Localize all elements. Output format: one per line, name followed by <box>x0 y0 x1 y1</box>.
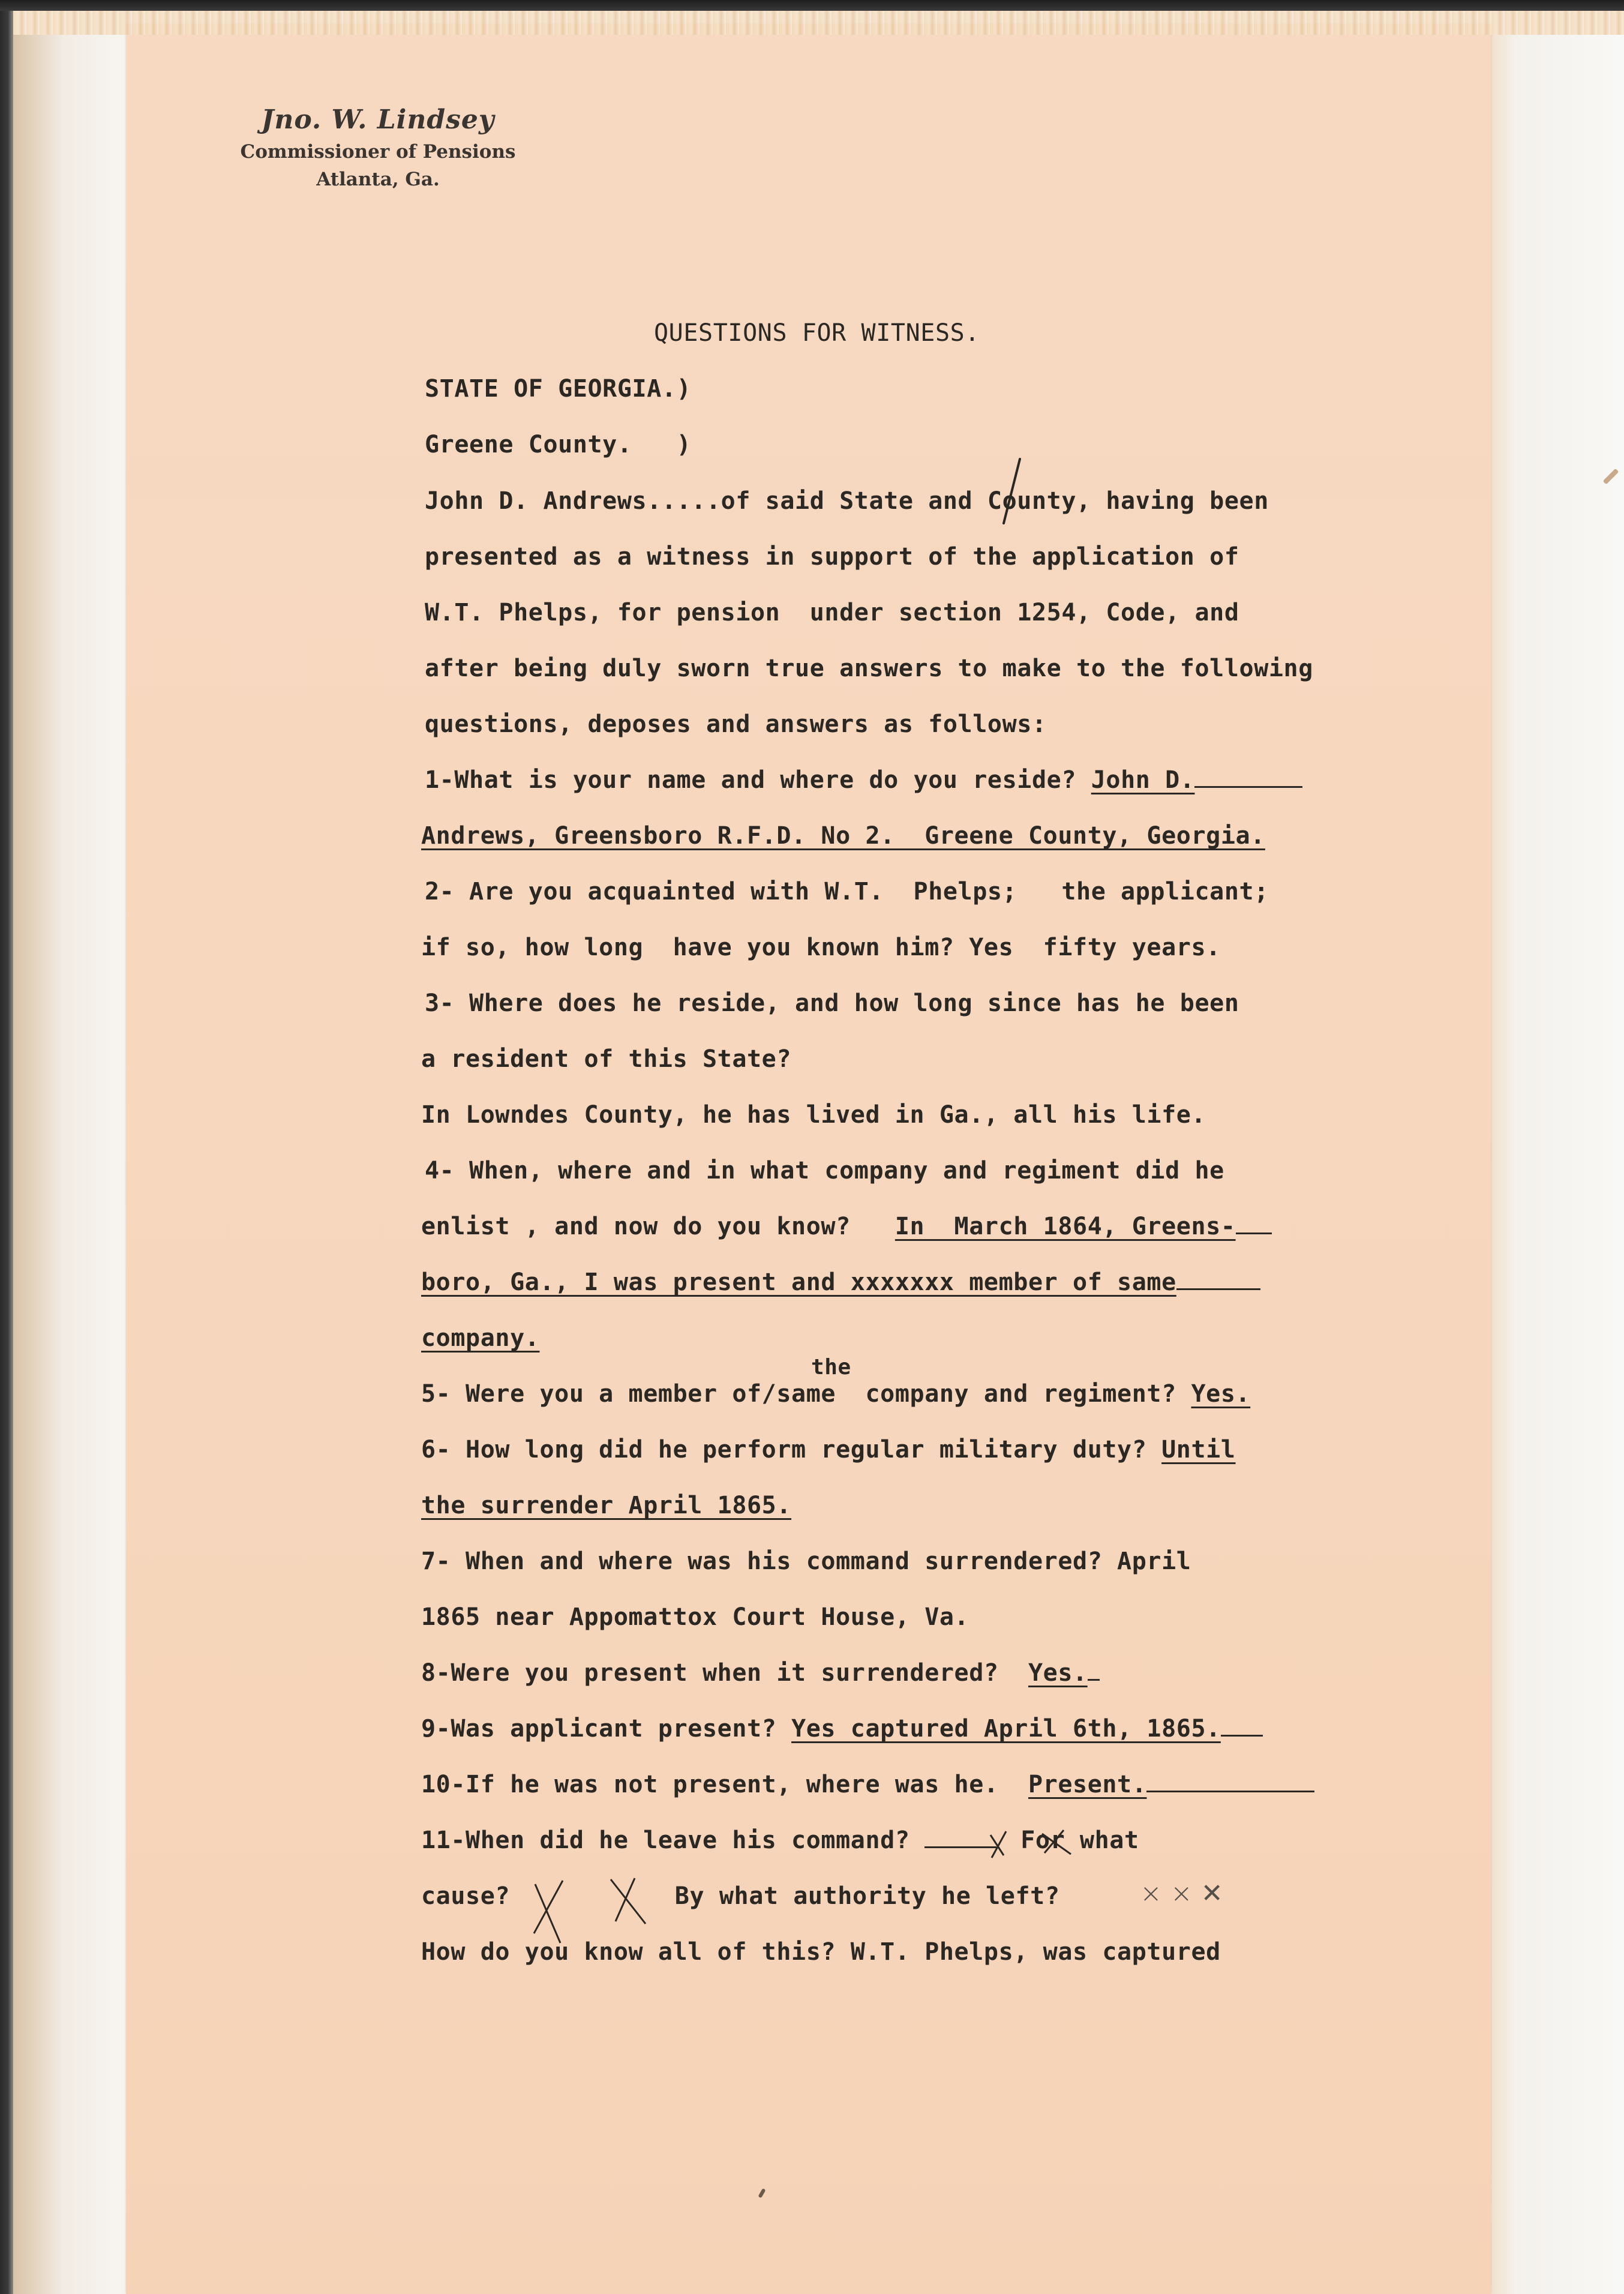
question-5-text: 5- Were you a member of/same company and regiment? <box>421 1380 1191 1408</box>
question-1-text: 1-What is your name and where do you reside? <box>425 766 1091 794</box>
answer-4-b-line <box>421 1269 1260 1296</box>
question-4-line-2 <box>421 1213 1272 1240</box>
document-heading: QUESTIONS FOR WITNESS. <box>654 319 980 347</box>
scan-color-strip <box>13 11 1624 35</box>
scan-border-left <box>0 0 13 2294</box>
question-11-text-c: cause? <box>421 1882 525 1910</box>
answer-line <box>924 1846 996 1848</box>
scan-background-right <box>1485 35 1624 2294</box>
question-3-line-2: a resident of this State? <box>421 1045 792 1073</box>
question-11-line-2 <box>421 1882 1074 1910</box>
answer-8: Yes. <box>1028 1659 1088 1687</box>
question-5 <box>421 1380 1250 1408</box>
closing-line: How do you know all of this? W.T. Phelps, was captured <box>421 1938 1221 1966</box>
small-x-marks: × × ✕ <box>1140 1878 1223 1909</box>
intro-line-2: presented as a witness in support of the application of <box>425 543 1239 571</box>
answer-4-c: company. <box>421 1324 540 1352</box>
question-7-line-2: 1865 near Appomattox Court House, Va. <box>421 1603 969 1631</box>
letterhead-location: Atlanta, Ga. <box>316 169 440 190</box>
answer-line <box>1088 1678 1100 1681</box>
question-2-line-2: if so, how long have you known him? Yes fifty years. <box>421 934 1221 961</box>
answer-5: Yes. <box>1191 1380 1251 1408</box>
question-11-text-d: By what authority he left? <box>674 1882 1075 1910</box>
question-2-line-1: 2- Are you acquainted with W.T. Phelps; the applicant; <box>425 878 1269 905</box>
intro-line-3: W.T. Phelps, for pension under section 1254, Code, and <box>425 599 1239 626</box>
answer-1-a: John D. <box>1091 766 1195 794</box>
question-4-line-1: 4- When, where and in what company and regiment did he <box>425 1157 1224 1185</box>
letterhead-name: Jno. W. Lindsey <box>261 104 495 135</box>
intro-line-5: questions, deposes and answers as follows: <box>425 710 1047 738</box>
state-line: STATE OF GEORGIA.) <box>425 375 692 403</box>
question-8 <box>421 1659 1100 1687</box>
answer-4-b: boro, Ga., I was present and xxxxxxx member of same <box>421 1269 1176 1296</box>
answer-line <box>1221 1734 1263 1737</box>
answer-6-a: Until <box>1161 1436 1236 1464</box>
question-10 <box>421 1771 1314 1798</box>
pen-stroke-mark <box>993 456 1029 528</box>
answer-4-a: In March 1864, Greens- <box>894 1213 1236 1240</box>
scan-background-left <box>13 35 126 2294</box>
county-line: Greene County. ) <box>425 431 692 458</box>
answer-line <box>1146 1790 1314 1792</box>
letterhead <box>210 102 546 193</box>
letterhead-title: Commissioner of Pensions <box>240 141 516 163</box>
question-10-text: 10-If he was not present, where was he. <box>421 1771 1028 1798</box>
question-3-line-1: 3- Where does he reside, and how long since has he been <box>425 989 1239 1017</box>
answer-line <box>1194 785 1302 788</box>
question-4-text: enlist , and now do you know? <box>421 1213 895 1240</box>
answer-line <box>1176 1288 1260 1290</box>
answer-1-b: Andrews, Greensboro R.F.D. No 2. Greene County, Georgia. <box>421 822 1265 850</box>
cross-marks-1 <box>987 1824 1083 1866</box>
question-6 <box>421 1436 1236 1464</box>
answer-3: In Lowndes County, he has lived in Ga., all his life. <box>421 1101 1206 1129</box>
answer-6-b: the surrender April 1865. <box>421 1492 792 1519</box>
question-7-line-1: 7- When and where was his command surrendered? April <box>421 1548 1191 1575</box>
answer-line <box>1236 1232 1272 1234</box>
question-11-text-a: 11-When did he leave his command? <box>421 1827 925 1854</box>
answer-10: Present. <box>1028 1771 1147 1798</box>
question-8-text: 8-Were you present when it surrendered? <box>421 1659 1028 1687</box>
question-11-text-b: For what <box>1020 1827 1139 1854</box>
scan-border-top <box>0 0 1624 11</box>
question-9 <box>421 1715 1263 1743</box>
intro-line-4: after being duly sworn true answers to make to the following <box>425 655 1313 682</box>
insertion-the: the <box>811 1355 851 1380</box>
answer-9: Yes captured April 6th, 1865. <box>791 1715 1221 1743</box>
question-1 <box>425 766 1302 794</box>
intro-line-1: John D. Andrews.....of said State and County, having been <box>425 487 1269 515</box>
question-6-text: 6- How long did he perform regular military duty? <box>421 1436 1162 1464</box>
question-9-text: 9-Was applicant present? <box>421 1715 792 1743</box>
